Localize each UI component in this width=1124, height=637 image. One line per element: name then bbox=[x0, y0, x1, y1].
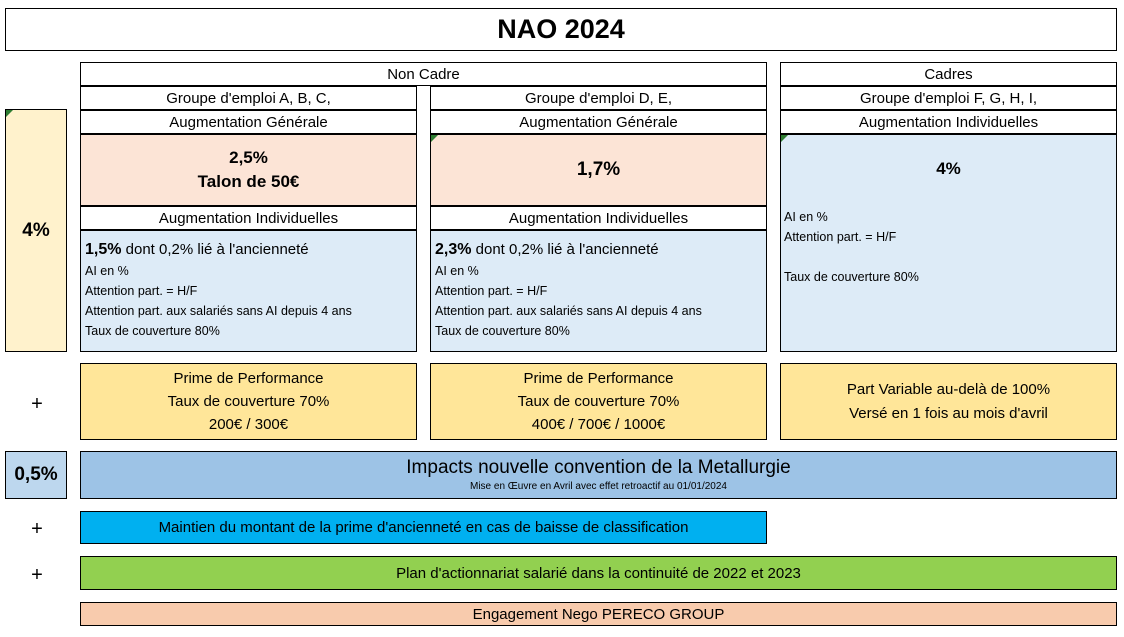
col1-ag-percent: 2,5% bbox=[229, 148, 268, 167]
impacts-subtitle: Mise en Œuvre en Avril avec effet retroactif au 01/01/2024 bbox=[469, 481, 727, 492]
col1-ai-line: AI en % bbox=[85, 264, 129, 278]
col2-ai-line: AI en % bbox=[435, 264, 479, 278]
impacts-banner bbox=[80, 451, 1117, 499]
plus-sign: + bbox=[31, 518, 43, 540]
col2-perf-line: Taux de couverture 70% bbox=[517, 393, 680, 410]
col3-perf-line: Part Variable au-delà de 100% bbox=[846, 380, 1051, 398]
col1-ai-line: Taux de couverture 80% bbox=[85, 324, 220, 338]
col3-perf-line: Versé en 1 fois au mois d'avril bbox=[849, 404, 1048, 422]
plus-sign: + bbox=[31, 564, 43, 586]
total-increase-cell: 4% bbox=[5, 109, 67, 352]
col3-ai-taux: Taux de couverture 80% bbox=[784, 270, 919, 284]
plan-banner: Plan d'actionnariat salarié dans la continuité de 2022 et 2023 bbox=[80, 556, 1117, 590]
col1-ai-line: Attention part. = H/F bbox=[85, 284, 198, 298]
col2-ai-details bbox=[430, 230, 767, 352]
plus-sign: + bbox=[31, 393, 43, 415]
col3-ai-value: 4% bbox=[936, 159, 961, 178]
col1-perf-line: 200€ / 300€ bbox=[208, 416, 289, 433]
impact-percent-cell: 0,5% bbox=[5, 451, 67, 499]
col2-perf-line: 400€ / 700€ / 1000€ bbox=[531, 416, 666, 433]
col3-part-variable bbox=[780, 363, 1117, 440]
col1-ag-talon: Talon de 50€ bbox=[197, 172, 300, 191]
col2-perf-line: Prime de Performance bbox=[523, 370, 674, 387]
col3-groupe: Groupe d'emploi F, G, H, I, bbox=[780, 86, 1117, 110]
col1-ai-label: Augmentation Individuelles bbox=[80, 206, 417, 230]
col2-ai-lead: 2,3% dont 0,2% lié à l'ancienneté bbox=[435, 241, 659, 258]
maintien-banner: Maintien du montant de la prime d'ancienneté en cas de baisse de classification bbox=[80, 511, 767, 544]
non-cadre-header: Non Cadre bbox=[80, 62, 767, 86]
col2-ag-label: Augmentation Générale bbox=[430, 110, 767, 134]
col2-ai-line: Taux de couverture 80% bbox=[435, 324, 570, 338]
col1-prime-performance bbox=[80, 363, 417, 440]
col1-perf-line: Prime de Performance bbox=[173, 370, 324, 387]
col3-ai-details bbox=[780, 134, 1117, 352]
col3-ai-label: Augmentation Individuelles bbox=[780, 110, 1117, 134]
col1-ai-line: Attention part. aux salariés sans AI depuis 4 ans bbox=[85, 304, 352, 318]
col2-ag-value: 1,7% bbox=[430, 134, 767, 206]
col3-ai-line: AI en % bbox=[784, 210, 828, 224]
col1-ag-value bbox=[80, 134, 417, 206]
col2-groupe: Groupe d'emploi D, E, bbox=[430, 86, 767, 110]
col1-ai-lead: 1,5% dont 0,2% lié à l'ancienneté bbox=[85, 241, 309, 258]
engagement-banner: Engagement Nego PERECO GROUP bbox=[80, 602, 1117, 626]
col2-ai-label: Augmentation Individuelles bbox=[430, 206, 767, 230]
col2-prime-performance bbox=[430, 363, 767, 440]
page-title: NAO 2024 bbox=[5, 8, 1117, 51]
cadres-header: Cadres bbox=[780, 62, 1117, 86]
impacts-title: Impacts nouvelle convention de la Metallurgie bbox=[406, 457, 791, 478]
col2-ai-line: Attention part. = H/F bbox=[435, 284, 548, 298]
col1-ag-label: Augmentation Générale bbox=[80, 110, 417, 134]
col2-ai-line: Attention part. aux salariés sans AI depuis 4 ans bbox=[435, 304, 702, 318]
col1-groupe: Groupe d'emploi A, B, C, bbox=[80, 86, 417, 110]
col1-ai-details bbox=[80, 230, 417, 352]
col1-perf-line: Taux de couverture 70% bbox=[167, 393, 330, 410]
col3-ai-line: Attention part. = H/F bbox=[784, 230, 897, 244]
